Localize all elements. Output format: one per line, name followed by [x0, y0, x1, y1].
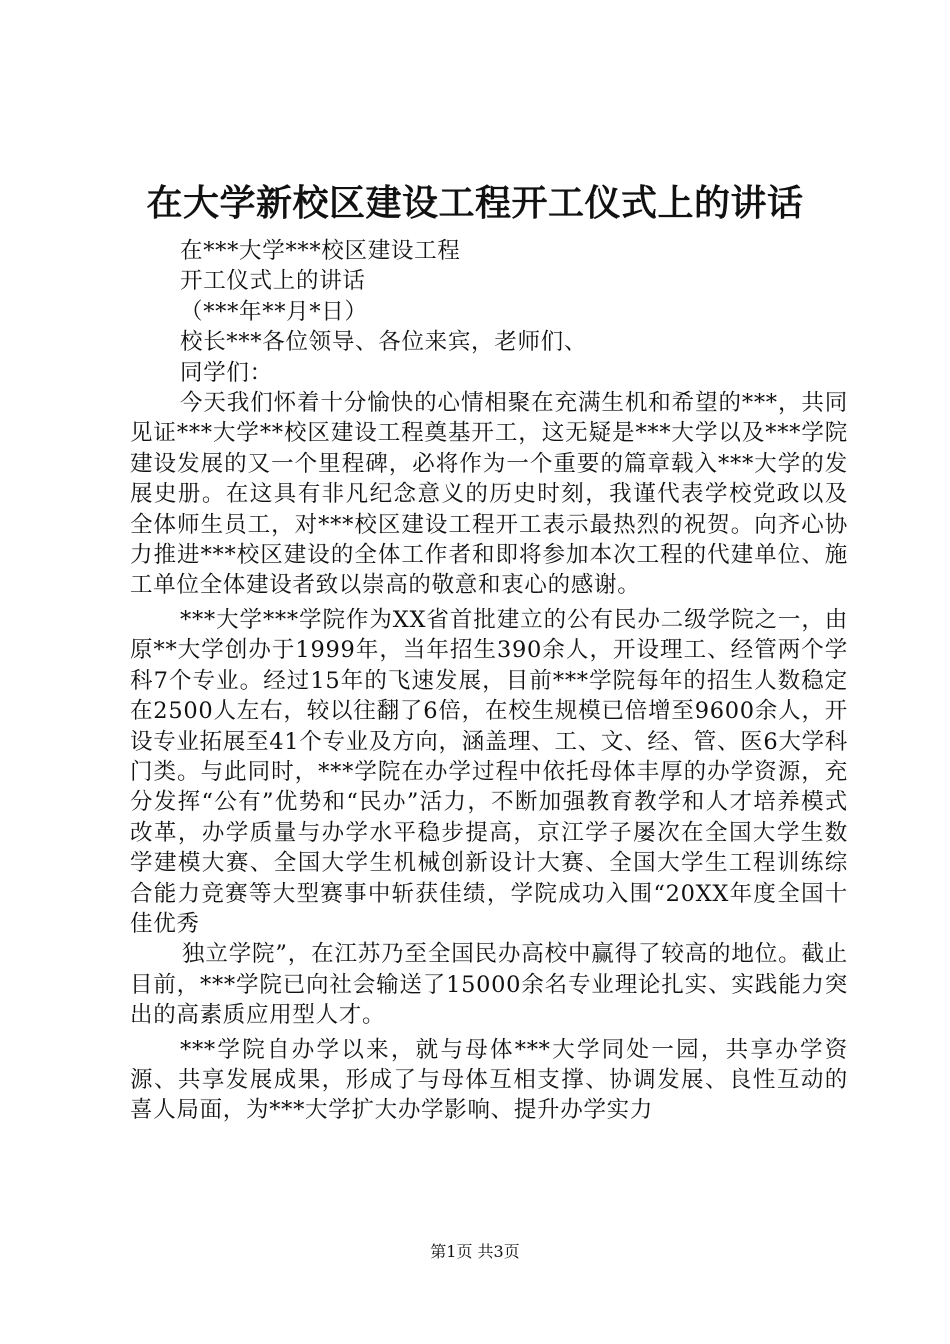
salutation-line: 校长***各位领导、各位来宾，老师们、 — [180, 329, 588, 356]
date-line: （***年**月*日） — [180, 298, 368, 325]
document-title: 在大学新校区建设工程开工仪式上的讲话 — [146, 182, 804, 224]
heading-line-ceremony: 开工仪式上的讲话 — [180, 268, 366, 295]
page-number: 第1页 共3页 — [430, 1242, 520, 1261]
paragraph-opening: 今天我们怀着十分愉快的心情相聚在充满生机和希望的***，共同见证***大学**校区建设工程奠基开工，这无疑是***大学以及***学院建设发展的又一个里程碑，必将作为一个重要的篇章载入***大学的发展史册。在这具有非凡纪念意义的历史时刻，我谨代表学校党政以及全体师生员工，对***校区建设工程开工表示最热烈的祝贺。向齐心协力推进***校区建设的全体工作者和即将参加本次工程的代建单位、施工单位全体建设者致以崇高的敬意和衷心的感谢。 — [130, 390, 848, 599]
heading-line-school: 在***大学***校区建设工程 — [180, 238, 461, 264]
paragraph-college-history-continued: 独立学院”，在江苏乃至全国民办高校中赢得了较高的地位。截止目前，***学院已向社会输送了15000余名专业理论扎实、实践能力突出的高素质应用型人才。 — [130, 941, 848, 1029]
paragraph-shared-development: ***学院自办学以来，就与母体***大学同处一园，共享办学资源、共享发展成果，形成了与母体互相支撑、协调发展、良性互动的喜人局面，为***大学扩大办学影响、提升办学实力 — [130, 1036, 848, 1124]
paragraph-college-history: ***大学***学院作为XX省首批建立的公有民办二级学院之一，由原**大学创办于1999年，当年招生390余人，开设理工、经管两个学科7个专业。经过15年的飞速发展，目前***学院每年的招生人数稳定在2500人左右，较以往翻了6倍，在校生规模已倍增至9600余人，开设专业拓展至41个专业及方向，涵盖理、工、文、经、管、医6大学科门类。与此同时，***学院在办学过程中依托母体丰厚的办学资源，充分发挥“公有”优势和“民办”活力，不断加强教育教学和人才培养模式改革，办学质量与办学水平稳步提高，京江学子屡次在全国大学生数学建模大赛、全国大学生机械创新设计大赛、全国大学生工程训练综合能力竞赛等大型赛事中斩获佳绩，学院成功入围“20XX年度全国十佳优秀 — [130, 606, 848, 937]
document-body — [130, 236, 848, 1126]
salutation-students-line: 同学们： — [180, 359, 273, 386]
